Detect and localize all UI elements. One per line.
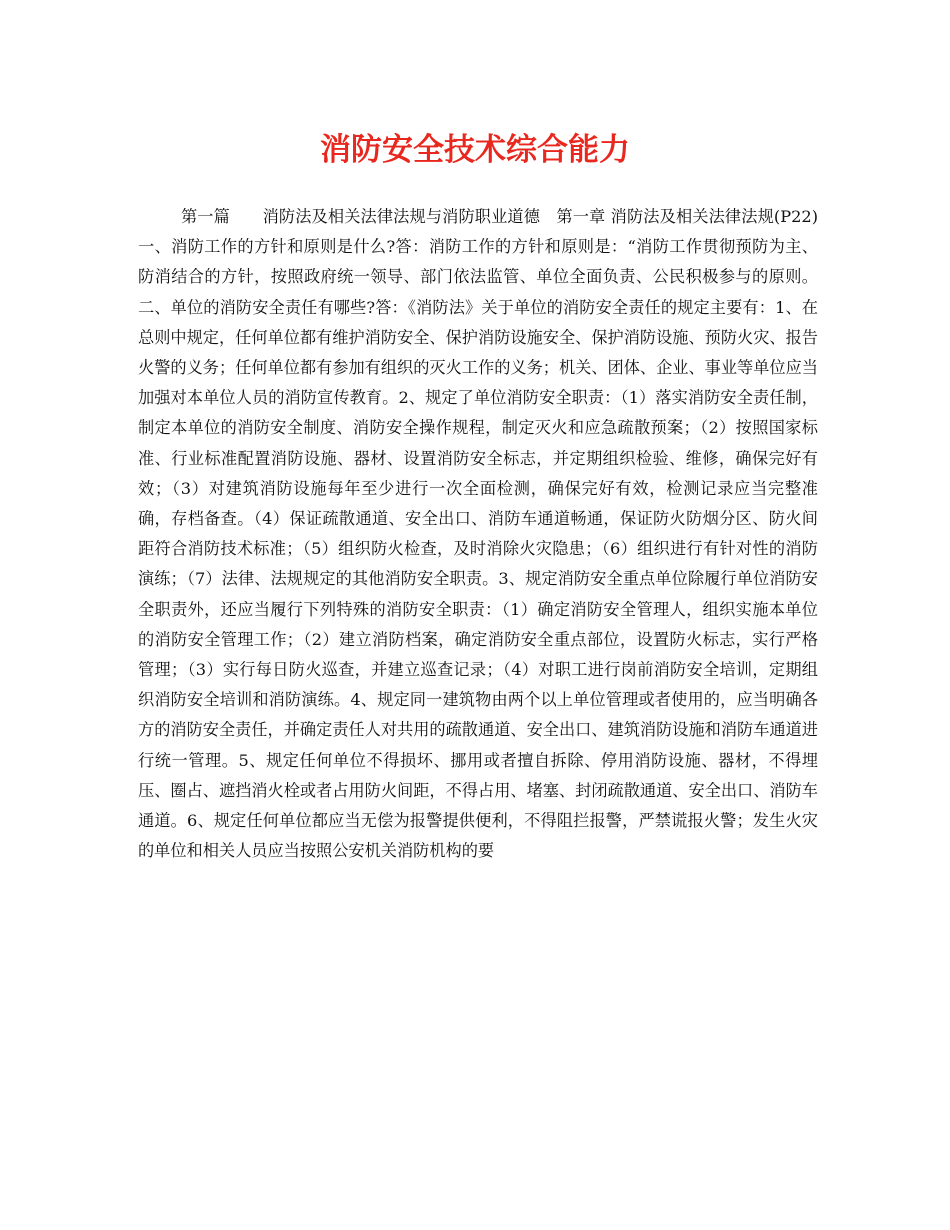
- document-body: 第一篇 消防法及相关法律法规与消防职业道德 第一章 消防法及相关法律法规(P22)一、消防工作的方针和原则是什么?答：消防工作的方针和原则是：“消防工作贯彻预防为主、防消结合的方针，按照政府统一领导、部门依法监管、单位全面负责、公民积极参与的原则。二、单位的消防安全责任有哪些?答：《消防法》关于单位的消防安全责任的规定主要有：1、在总则中规定，任何单位都有维护消防安全、保护消防设施安全、保护消防设施、预防火灾、报告火警的义务；任何单位都有参加有组织的灭火工作的义务；机关、团体、企业、事业等单位应当加强对本单位人员的消防宣传教育。2、规定了单位消防安全职责：（1）落实消防安全责任制，制定本单位的消防安全制度、消防安全操作规程，制定灭火和应急疏散预案；（2）按照国家标准、行业标准配置消防设施、器材、设置消防安全标志，并定期组织检验、维修，确保完好有效；（3）对建筑消防设施每年至少进行一次全面检测，确保完好有效，检测记录应当完整准确，存档备查。（4）保证疏散通道、安全出口、消防车通道畅通，保证防火防烟分区、防火间距符合消防技术标准；（5）组织防火检查，及时消除火灾隐患；（6）组织进行有针对性的消防演练；（7）法律、法规规定的其他消防安全职责。3、规定消防安全重点单位除履行单位消防安全职责外，还应当履行下列特殊的消防安全职责：（1）确定消防安全管理人，组织实施本单位的消防安全管理工作；（2）建立消防档案，确定消防安全重点部位，设置防火标志，实行严格管理；（3）实行每日防火巡查，并建立巡查记录；（4）对职工进行岗前消防安全培训，定期组织消防安全培训和消防演练。4、规定同一建筑物由两个以上单位管理或者使用的，应当明确各方的消防安全责任，并确定责任人对共用的疏散通道、安全出口、建筑消防设施和消防车通道进行统一管理。5、规定任何单位不得损坏、挪用或者擅自拆除、停用消防设施、器材，不得埋压、圈占、遮挡消火栓或者占用防火间距，不得占用、堵塞、封闭疏散通道、安全出口、消防车通道。6、规定任何单位都应当无偿为报警提供便利，不得阻拦报警，严禁谎报火警；发生火灾的单位和相关人员应当按照公安机关消防机构的要: [138, 207, 819, 861]
- document-title: 消防安全技术综合能力: [320, 132, 630, 168]
